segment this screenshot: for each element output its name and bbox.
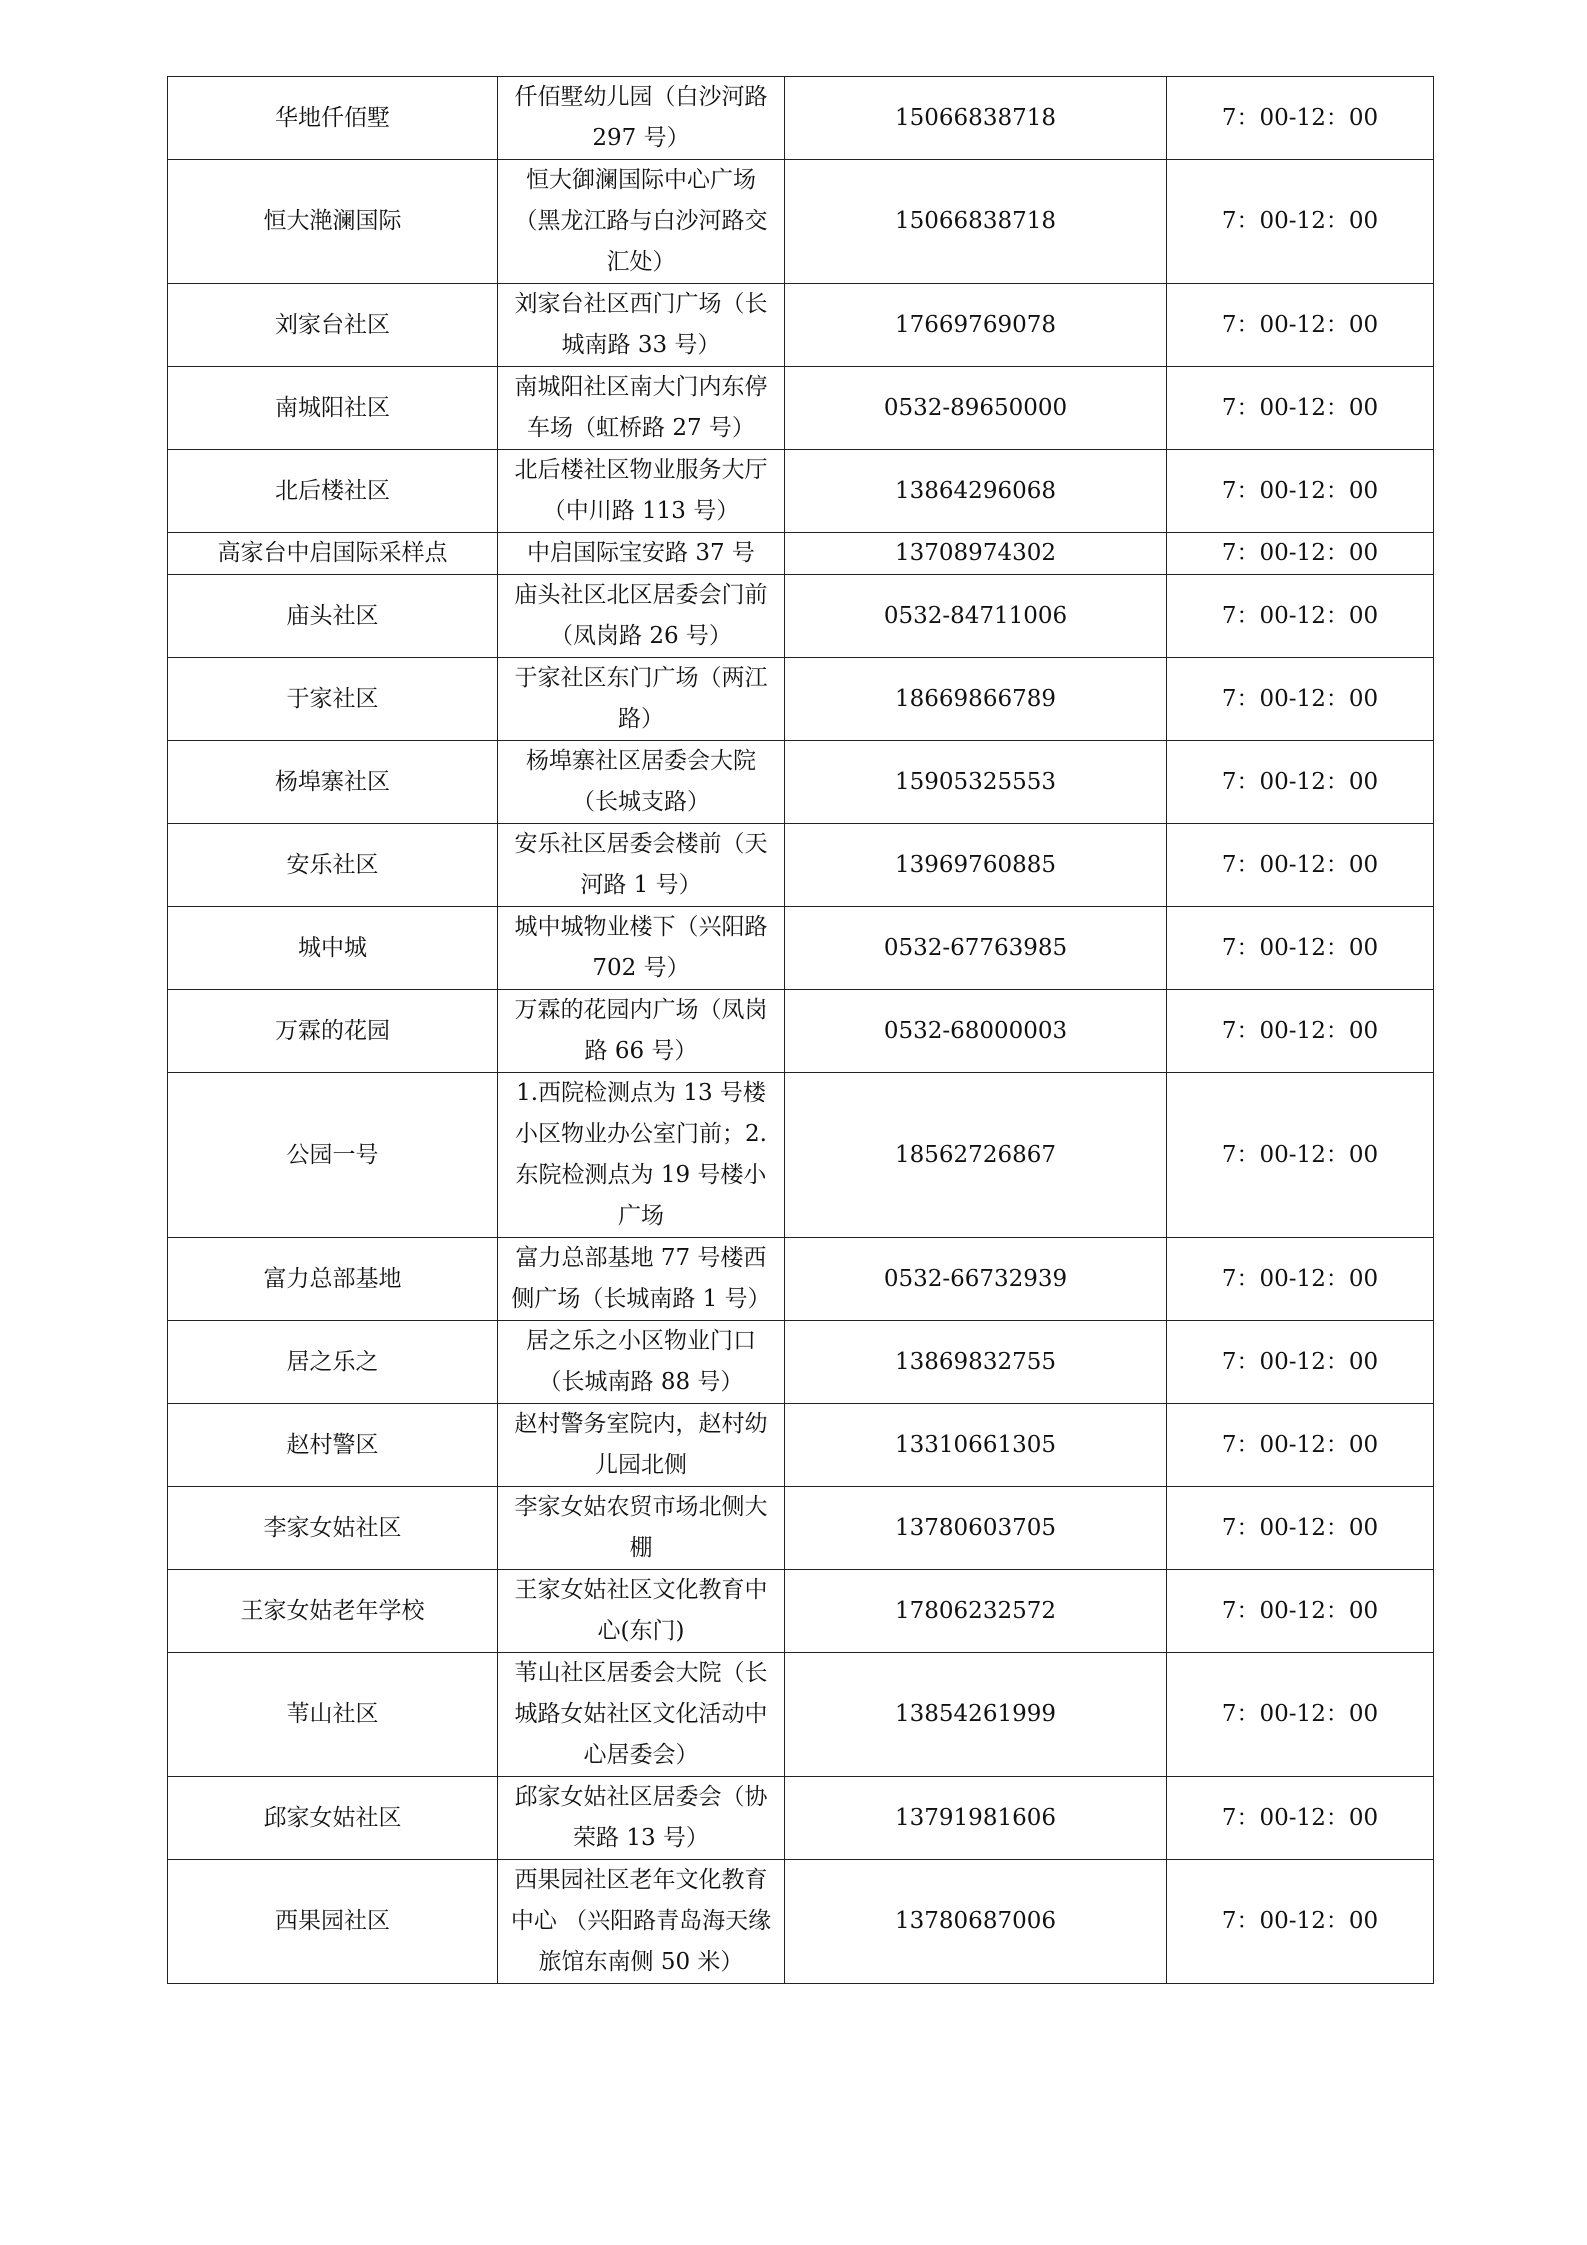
- phone-cell: 13864296068: [785, 450, 1167, 533]
- address-cell: 仟佰墅幼儿园（白沙河路 297 号）: [498, 77, 785, 160]
- site-name-cell: 王家女姑老年学校: [168, 1570, 498, 1653]
- address-cell: 安乐社区居委会楼前（天河路 1 号）: [498, 824, 785, 907]
- table-row: [168, 1321, 1434, 1404]
- address-cell: 富力总部基地 77 号楼西侧广场（长城南路 1 号）: [498, 1238, 785, 1321]
- phone-cell: 0532-84711006: [785, 575, 1167, 658]
- site-name-cell: 华地仟佰墅: [168, 77, 498, 160]
- table-row: [168, 658, 1434, 741]
- table-row: [168, 1860, 1434, 1984]
- hours-cell: 7：00-12：00: [1167, 284, 1434, 367]
- phone-cell: 15066838718: [785, 77, 1167, 160]
- site-name-cell: 安乐社区: [168, 824, 498, 907]
- table-row: [168, 907, 1434, 990]
- site-name-cell: 苇山社区: [168, 1653, 498, 1777]
- phone-cell: 13869832755: [785, 1321, 1167, 1404]
- table-row: [168, 367, 1434, 450]
- table-row: [168, 77, 1434, 160]
- site-name-cell: 富力总部基地: [168, 1238, 498, 1321]
- address-cell: 王家女姑社区文化教育中心(东门): [498, 1570, 785, 1653]
- table-row: [168, 1570, 1434, 1653]
- hours-cell: 7：00-12：00: [1167, 160, 1434, 284]
- address-cell: 刘家台社区西门广场（长城南路 33 号）: [498, 284, 785, 367]
- hours-cell: 7：00-12：00: [1167, 1860, 1434, 1984]
- hours-cell: 7：00-12：00: [1167, 1073, 1434, 1238]
- table-row: [168, 575, 1434, 658]
- address-cell: 庙头社区北区居委会门前（凤岗路 26 号）: [498, 575, 785, 658]
- address-cell: 南城阳社区南大门内东停车场（虹桥路 27 号）: [498, 367, 785, 450]
- table-row: [168, 1487, 1434, 1570]
- site-name-cell: 李家女姑社区: [168, 1487, 498, 1570]
- phone-cell: 15905325553: [785, 741, 1167, 824]
- hours-cell: 7：00-12：00: [1167, 990, 1434, 1073]
- address-cell: 于家社区东门广场（两江路）: [498, 658, 785, 741]
- sampling-sites-table: [167, 76, 1434, 1984]
- address-cell: 万霖的花园内广场（凤岗路 66 号）: [498, 990, 785, 1073]
- address-cell: 北后楼社区物业服务大厅（中川路 113 号）: [498, 450, 785, 533]
- table-row: [168, 1073, 1434, 1238]
- site-name-cell: 赵村警区: [168, 1404, 498, 1487]
- site-name-cell: 城中城: [168, 907, 498, 990]
- address-cell: 城中城物业楼下（兴阳路 702 号）: [498, 907, 785, 990]
- table-row: [168, 450, 1434, 533]
- hours-cell: 7：00-12：00: [1167, 367, 1434, 450]
- hours-cell: 7：00-12：00: [1167, 1570, 1434, 1653]
- site-name-cell: 刘家台社区: [168, 284, 498, 367]
- site-name-cell: 南城阳社区: [168, 367, 498, 450]
- address-cell: 赵村警务室院内，赵村幼儿园北侧: [498, 1404, 785, 1487]
- site-name-cell: 居之乐之: [168, 1321, 498, 1404]
- address-cell: 杨埠寨社区居委会大院（长城支路）: [498, 741, 785, 824]
- table-row: [168, 1238, 1434, 1321]
- table-row: [168, 1777, 1434, 1860]
- address-cell: 居之乐之小区物业门口（长城南路 88 号）: [498, 1321, 785, 1404]
- site-name-cell: 庙头社区: [168, 575, 498, 658]
- address-cell: 1.西院检测点为 13 号楼小区物业办公室门前；2.东院检测点为 19 号楼小广场: [498, 1073, 785, 1238]
- table-row: [168, 741, 1434, 824]
- phone-cell: 13708974302: [785, 533, 1167, 575]
- phone-cell: 17669769078: [785, 284, 1167, 367]
- phone-cell: 13310661305: [785, 1404, 1167, 1487]
- hours-cell: 7：00-12：00: [1167, 658, 1434, 741]
- hours-cell: 7：00-12：00: [1167, 907, 1434, 990]
- phone-cell: 0532-67763985: [785, 907, 1167, 990]
- table-row: [168, 824, 1434, 907]
- site-name-cell: 万霖的花园: [168, 990, 498, 1073]
- phone-cell: 13854261999: [785, 1653, 1167, 1777]
- hours-cell: 7：00-12：00: [1167, 1404, 1434, 1487]
- hours-cell: 7：00-12：00: [1167, 450, 1434, 533]
- address-cell: 西果园社区老年文化教育中心 （兴阳路青岛海天缘旅馆东南侧 50 米）: [498, 1860, 785, 1984]
- address-cell: 中启国际宝安路 37 号: [498, 533, 785, 575]
- phone-cell: 18669866789: [785, 658, 1167, 741]
- site-name-cell: 于家社区: [168, 658, 498, 741]
- table-body: [168, 77, 1434, 1984]
- phone-cell: 15066838718: [785, 160, 1167, 284]
- site-name-cell: 邱家女姑社区: [168, 1777, 498, 1860]
- phone-cell: 13780687006: [785, 1860, 1167, 1984]
- table-row: [168, 533, 1434, 575]
- address-cell: 恒大御澜国际中心广场（黑龙江路与白沙河路交汇处）: [498, 160, 785, 284]
- phone-cell: 17806232572: [785, 1570, 1167, 1653]
- site-name-cell: 杨埠寨社区: [168, 741, 498, 824]
- hours-cell: 7：00-12：00: [1167, 533, 1434, 575]
- phone-cell: 0532-66732939: [785, 1238, 1167, 1321]
- hours-cell: 7：00-12：00: [1167, 824, 1434, 907]
- hours-cell: 7：00-12：00: [1167, 741, 1434, 824]
- hours-cell: 7：00-12：00: [1167, 575, 1434, 658]
- phone-cell: 0532-89650000: [785, 367, 1167, 450]
- site-name-cell: 北后楼社区: [168, 450, 498, 533]
- table-row: [168, 284, 1434, 367]
- site-name-cell: 西果园社区: [168, 1860, 498, 1984]
- hours-cell: 7：00-12：00: [1167, 1321, 1434, 1404]
- table-row: [168, 1653, 1434, 1777]
- phone-cell: 18562726867: [785, 1073, 1167, 1238]
- hours-cell: 7：00-12：00: [1167, 1777, 1434, 1860]
- address-cell: 李家女姑农贸市场北侧大棚: [498, 1487, 785, 1570]
- phone-cell: 13969760885: [785, 824, 1167, 907]
- site-name-cell: 公园一号: [168, 1073, 498, 1238]
- table-row: [168, 990, 1434, 1073]
- hours-cell: 7：00-12：00: [1167, 1487, 1434, 1570]
- phone-cell: 13780603705: [785, 1487, 1167, 1570]
- address-cell: 邱家女姑社区居委会（协荣路 13 号）: [498, 1777, 785, 1860]
- hours-cell: 7：00-12：00: [1167, 1238, 1434, 1321]
- phone-cell: 13791981606: [785, 1777, 1167, 1860]
- hours-cell: 7：00-12：00: [1167, 1653, 1434, 1777]
- table-row: [168, 1404, 1434, 1487]
- table-row: [168, 160, 1434, 284]
- hours-cell: 7：00-12：00: [1167, 77, 1434, 160]
- site-name-cell: 恒大滟澜国际: [168, 160, 498, 284]
- address-cell: 苇山社区居委会大院（长城路女姑社区文化活动中心居委会）: [498, 1653, 785, 1777]
- site-name-cell: 高家台中启国际采样点: [168, 533, 498, 575]
- phone-cell: 0532-68000003: [785, 990, 1167, 1073]
